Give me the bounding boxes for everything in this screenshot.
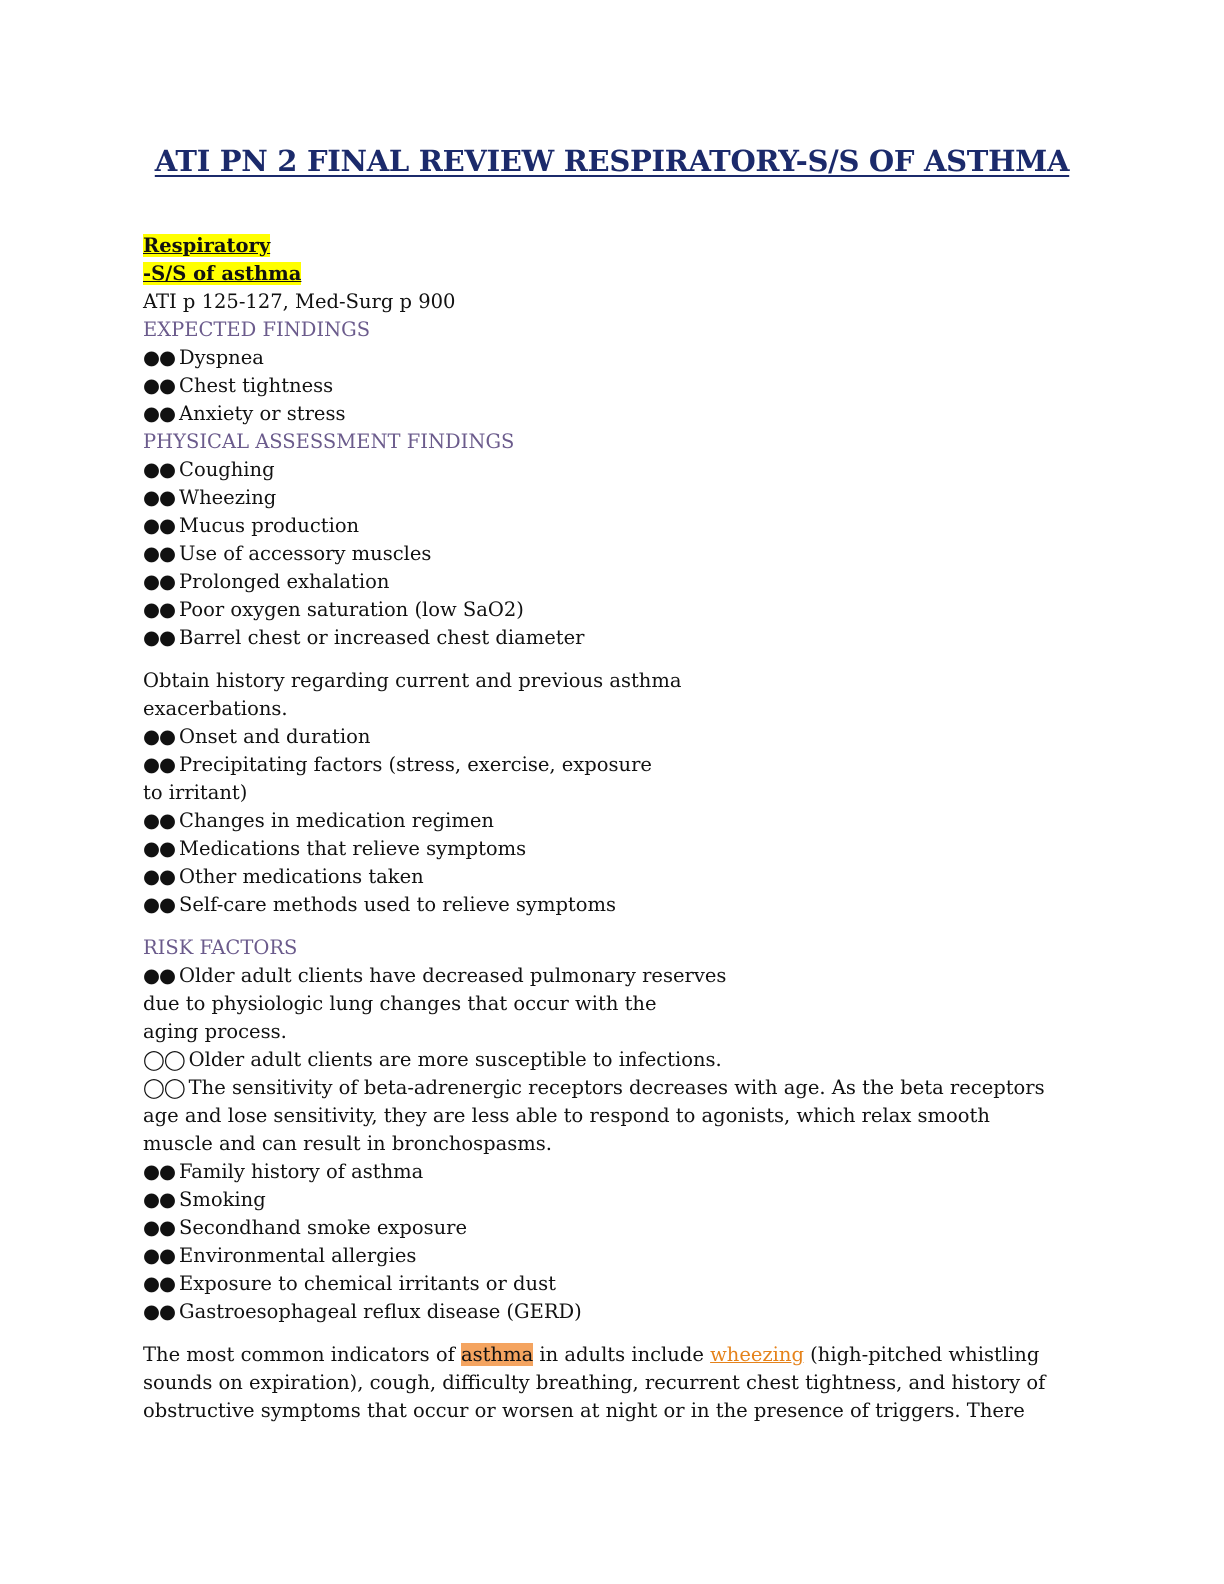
bullet-icon: ●● bbox=[143, 893, 176, 916]
list-item: ●● Dyspnea bbox=[143, 346, 264, 369]
heading-line-2 bbox=[143, 260, 1083, 288]
list-item: ●● Mucus production bbox=[143, 514, 360, 537]
sub-list-item-continuation: muscle and can result in bronchospasms. bbox=[143, 1132, 552, 1155]
heading-line-1 bbox=[143, 232, 1083, 260]
page-title: ATI PN 2 FINAL REVIEW RESPIRATORY-S/S OF ASTHMA bbox=[154, 144, 1070, 178]
list-item: ●● Coughing bbox=[143, 458, 275, 481]
list-item: ●● Poor oxygen saturation (low SaO2) bbox=[143, 598, 524, 621]
hollow-bullet-icon: ◯◯ bbox=[143, 1076, 185, 1099]
list-item: ●● Onset and duration bbox=[143, 725, 371, 748]
section-label-risk: RISK FACTORS bbox=[143, 936, 298, 959]
bullet-icon: ●● bbox=[143, 725, 176, 748]
list-item: ●● Use of accessory muscles bbox=[143, 542, 432, 565]
list-item: ●● Wheezing bbox=[143, 486, 277, 509]
bullet-icon: ●● bbox=[143, 865, 176, 888]
sub-list-item: ◯◯ Older adult clients are more susceptible to infections. bbox=[143, 1048, 722, 1071]
document-body bbox=[143, 232, 1083, 1425]
list-item: ●● Other medications taken bbox=[143, 865, 424, 888]
paragraph-gap bbox=[143, 652, 1083, 667]
list-item: ●● Secondhand smoke exposure bbox=[143, 1216, 468, 1239]
bullet-icon: ●● bbox=[143, 402, 176, 425]
bullet-icon: ●● bbox=[143, 1216, 176, 1239]
list-item: ●● Changes in medication regimen bbox=[143, 809, 494, 832]
hollow-bullet-icon: ◯◯ bbox=[143, 1048, 185, 1071]
list-item-continuation: aging process. bbox=[143, 1020, 287, 1043]
bullet-icon: ●● bbox=[143, 346, 176, 369]
paragraph-gap bbox=[143, 1326, 1083, 1341]
section-label-physical: PHYSICAL ASSESSMENT FINDINGS bbox=[143, 430, 515, 453]
bullet-icon: ●● bbox=[143, 1300, 176, 1323]
list-item: ●● Gastroesophageal reflux disease (GERD) bbox=[143, 1300, 582, 1323]
list-item: ●● Smoking bbox=[143, 1188, 266, 1211]
paragraph-gap bbox=[143, 919, 1083, 934]
closing-paragraph-line-3: obstructive symptoms that occur or worsen at night or in the presence of triggers. There bbox=[143, 1399, 1025, 1422]
list-item: ●● Older adult clients have decreased pulmonary reserves bbox=[143, 964, 727, 987]
bullet-icon: ●● bbox=[143, 964, 176, 987]
bullet-icon: ●● bbox=[143, 458, 176, 481]
bullet-icon: ●● bbox=[143, 1272, 176, 1295]
bullet-icon: ●● bbox=[143, 1188, 176, 1211]
bullet-icon: ●● bbox=[143, 1244, 176, 1267]
list-item: ●● Self-care methods used to relieve symptoms bbox=[143, 893, 617, 916]
closing-paragraph-line-2: sounds on expiration), cough, difficulty breathing, recurrent chest tightness, and history of bbox=[143, 1371, 1046, 1394]
reference-text: ATI p 125-127, Med-Surg p 900 bbox=[143, 290, 456, 313]
bullet-icon: ●● bbox=[143, 753, 176, 776]
list-item: ●● Environmental allergies bbox=[143, 1244, 417, 1267]
bullet-icon: ●● bbox=[143, 542, 176, 565]
list-item: ●● Precipitating factors (stress, exercise, exposure bbox=[143, 753, 652, 776]
sub-list-item-continuation: age and lose sensitivity, they are less able to respond to agonists, which relax smooth bbox=[143, 1104, 990, 1127]
list-item: ●● Anxiety or stress bbox=[143, 402, 346, 425]
list-item: ●● Exposure to chemical irritants or dust bbox=[143, 1272, 556, 1295]
bullet-icon: ●● bbox=[143, 374, 176, 397]
section-label-expected: EXPECTED FINDINGS bbox=[143, 318, 371, 341]
list-item-continuation: due to physiologic lung changes that occur with the bbox=[143, 992, 657, 1015]
bullet-icon: ●● bbox=[143, 1160, 176, 1183]
list-item: ●● Prolonged exhalation bbox=[143, 570, 390, 593]
closing-paragraph-line-1: The most common indicators of asthma in adults include wheezing (high-pitched whistling bbox=[143, 1343, 1040, 1366]
bullet-icon: ●● bbox=[143, 809, 176, 832]
heading-ss-asthma: -S/S of asthma bbox=[143, 262, 302, 285]
list-item: ●● Family history of asthma bbox=[143, 1160, 424, 1183]
heading-respiratory: Respiratory bbox=[143, 234, 271, 257]
wheezing-link[interactable]: wheezing bbox=[710, 1343, 804, 1366]
list-item-continuation: to irritant) bbox=[143, 781, 248, 804]
history-intro-line-2: exacerbations. bbox=[143, 697, 288, 720]
history-intro-line-1: Obtain history regarding current and previous asthma bbox=[143, 669, 682, 692]
bullet-icon: ●● bbox=[143, 626, 176, 649]
bullet-icon: ●● bbox=[143, 598, 176, 621]
list-item: ●● Chest tightness bbox=[143, 374, 334, 397]
bullet-icon: ●● bbox=[143, 570, 176, 593]
highlighted-term-asthma: asthma bbox=[461, 1343, 534, 1366]
bullet-icon: ●● bbox=[143, 486, 176, 509]
bullet-icon: ●● bbox=[143, 837, 176, 860]
sub-list-item: ◯◯ The sensitivity of beta-adrenergic receptors decreases with age. As the beta receptors bbox=[143, 1076, 1045, 1099]
bullet-icon: ●● bbox=[143, 514, 176, 537]
list-item: ●● Barrel chest or increased chest diameter bbox=[143, 626, 585, 649]
list-item: ●● Medications that relieve symptoms bbox=[143, 837, 527, 860]
